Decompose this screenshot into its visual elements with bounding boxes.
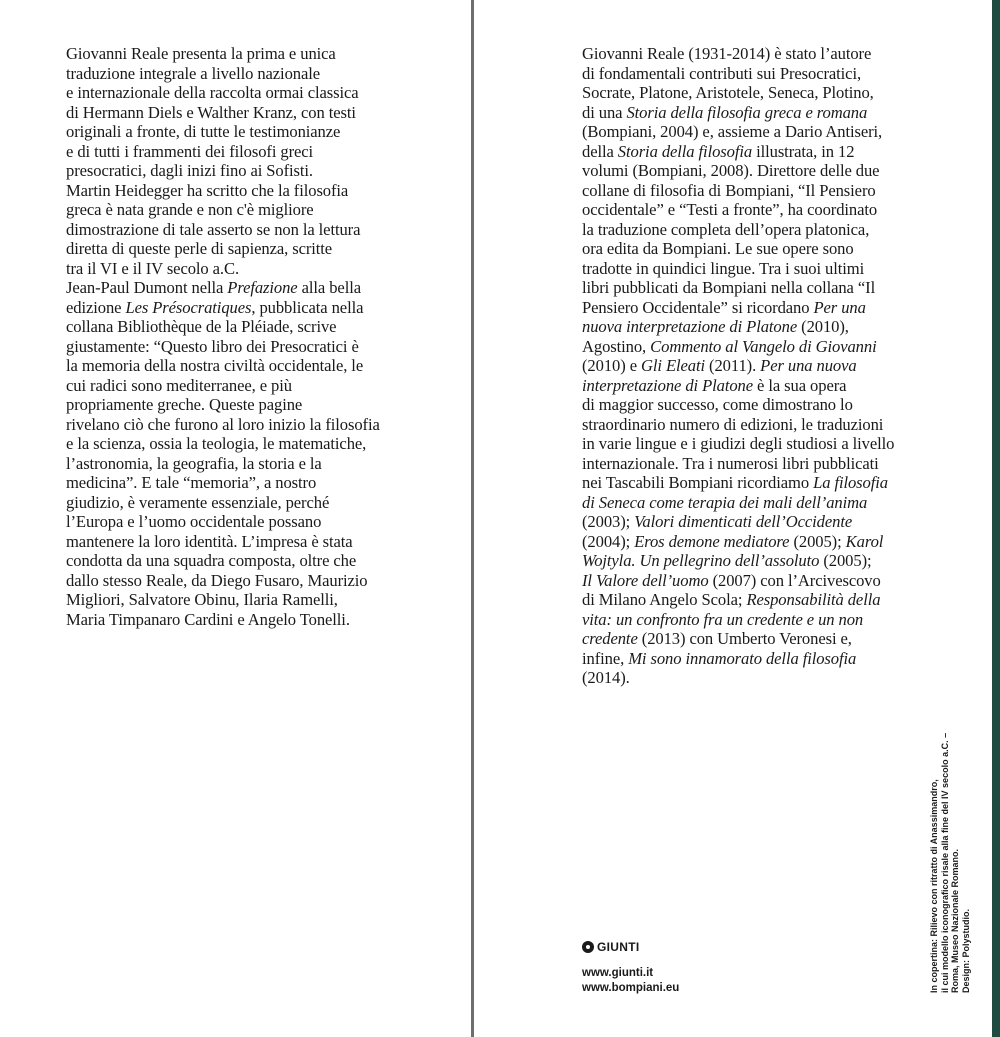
text-run: Jean-Paul Dumont nella: [66, 278, 228, 297]
right-column-line: [582, 103, 987, 123]
credit-line: In copertina: Rilievo con ritratto di Anassimandro,: [929, 779, 939, 993]
text-run: dallo stesso Reale, da Diego Fusaro, Maurizio: [66, 570, 368, 590]
text-run: occidentale” e “Testi a fronte”, ha coordinato: [582, 200, 878, 219]
text-run: greca è nata grande e non c'è migliore: [66, 200, 314, 219]
italic-title: di Seneca come terapia dei mali dell’anima: [582, 492, 868, 512]
italic-title: Storia della filosofia: [617, 141, 753, 161]
text-run: traduzione integrale a livello nazionale: [66, 63, 321, 83]
text-run: (2010),: [797, 317, 849, 336]
left-column-line: [66, 571, 471, 591]
text-run: in varie lingue e i giudizi degli studiosi a livello: [582, 434, 895, 453]
italic-title: Per una nuova: [760, 356, 857, 375]
right-column-line: [582, 571, 987, 591]
text-run: tra il VI e il IV secolo a.C.: [66, 258, 239, 278]
publisher-block: [582, 940, 679, 996]
giunti-logo-icon: [582, 941, 594, 953]
italic-title: Prefazione: [227, 278, 298, 297]
left-column-line: [66, 298, 471, 318]
giunti-url[interactable]: www.giunti.it: [582, 967, 654, 979]
italic-title: Mi sono innamorato della filosofia: [628, 648, 857, 668]
text-run: (2011).: [705, 356, 761, 375]
right-column-line: [582, 668, 987, 688]
right-column-line: [582, 220, 987, 240]
right-column-line: [582, 610, 987, 630]
right-column-line: [582, 395, 987, 415]
text-run: la memoria della nostra civiltà occidentale, le: [66, 356, 364, 375]
italic-title: Valori dimenticati dell’Occidente: [634, 512, 853, 531]
bompiani-url[interactable]: www.bompiani.eu: [582, 982, 680, 994]
left-column-line: [66, 181, 471, 201]
text-run: dimostrazione di tale asserto se non la lettura: [66, 219, 361, 239]
left-column-line: [66, 122, 471, 142]
credit-line: Design: Polystudio.: [960, 908, 971, 993]
right-column-line: [582, 415, 987, 435]
left-column-line: [66, 376, 471, 396]
left-column-line: [66, 551, 471, 571]
text-run: propriamente greche. Queste pagine: [66, 395, 303, 414]
text-run: cui radici sono mediterranee, e più: [66, 375, 292, 395]
italic-title: nuova interpretazione di Platone: [582, 317, 798, 336]
right-column-line: [582, 142, 987, 162]
left-column-line: [66, 200, 471, 220]
text-run: illustrata, in 12: [752, 141, 855, 161]
text-run: presocratici, dagli inizi fino ai Sofisti.: [66, 161, 313, 180]
text-run: (2005);: [819, 551, 872, 570]
text-run: Migliori, Salvatore Obinu, Ilaria Ramelli,: [66, 590, 338, 609]
italic-title: Per una: [813, 297, 866, 317]
italic-title: Il Valore dell’uomo: [582, 570, 709, 590]
cover-credits: [929, 732, 971, 993]
left-column-line: [66, 454, 471, 474]
text-run: tradotte in quindici lingue. Tra i suoi ultimi: [582, 258, 865, 278]
italic-title: La filosofia: [813, 473, 888, 492]
italic-title: credente: [582, 629, 638, 648]
right-column-line: [582, 298, 987, 318]
left-column-line: [66, 83, 471, 103]
right-column-line: [582, 512, 987, 532]
left-column-text: [66, 44, 471, 629]
italic-title: interpretazione di Platone: [582, 375, 753, 395]
italic-title: Commento al Vangelo di Giovanni: [650, 336, 877, 356]
text-run: ora edita da Bompiani. Le sue opere sono: [582, 239, 854, 258]
text-run: e internazionale della raccolta ormai classica: [66, 83, 359, 102]
italic-title: Eros demone mediatore: [634, 531, 790, 551]
left-column-line: [66, 493, 471, 513]
text-run: è la sua opera: [753, 375, 847, 395]
right-column-line: [582, 278, 987, 298]
text-run: di una: [582, 102, 627, 122]
right-column-line: [582, 473, 987, 493]
text-run: Giovanni Reale (1931-2014) è stato l’autore: [582, 44, 872, 63]
text-run: , pubblicata nella: [251, 297, 364, 317]
left-column-line: [66, 103, 471, 123]
text-run: nei Tascabili Bompiani ricordiamo: [582, 473, 814, 492]
text-run: alla bella: [297, 278, 361, 297]
text-run: infine,: [582, 648, 629, 668]
text-run: condotta da una squadra composta, oltre che: [66, 551, 357, 570]
text-run: medicina”. E tale “memoria”, a nostro: [66, 473, 317, 492]
left-column-line: [66, 161, 471, 181]
text-run: di Milano Angelo Scola;: [582, 590, 747, 609]
text-run: di Hermann Diels e Walther Kranz, con testi: [66, 102, 356, 122]
italic-title: Wojtyla. Un pellegrino dell’assoluto: [582, 551, 820, 570]
text-run: (2014).: [582, 668, 630, 687]
text-run: (2004);: [582, 531, 635, 551]
right-column-line: [582, 44, 987, 64]
left-column-line: [66, 590, 471, 610]
text-run: volumi (Bompiani, 2008). Direttore delle due: [582, 161, 880, 180]
left-column-line: [66, 220, 471, 240]
text-run: giudizio, è veramente essenziale, perché: [66, 492, 330, 512]
left-column-line: [66, 142, 471, 162]
giunti-logo-text: GIUNTI: [597, 940, 640, 954]
text-run: collane di filosofia di Bompiani, “Il Pensiero: [582, 180, 876, 200]
left-column-line: [66, 44, 471, 64]
text-run: di fondamentali contributi sui Presocratici,: [582, 63, 862, 83]
credit-line: Roma, Museo Nazionale Romano.: [950, 848, 960, 993]
text-run: Maria Timpanaro Cardini e Angelo Tonelli.: [66, 609, 350, 629]
right-column-line: [582, 493, 987, 513]
text-run: e di tutti i frammenti dei filosofi greci: [66, 141, 314, 161]
right-column-line: [582, 376, 987, 396]
italic-title: Les Présocratiques: [125, 297, 252, 317]
left-column-line: [66, 434, 471, 454]
text-run: Socrate, Platone, Aristotele, Seneca, Plotino,: [582, 83, 874, 102]
text-run: della: [582, 141, 618, 161]
right-column-line: [582, 532, 987, 552]
italic-title: Responsabilità della: [746, 590, 881, 609]
right-column-line: [582, 649, 987, 669]
right-column-line: [582, 317, 987, 337]
right-column-line: [582, 629, 987, 649]
text-run: mantenere la loro identità. L’impresa è stata: [66, 531, 353, 551]
left-column-line: [66, 278, 471, 298]
text-run: (2010) e: [582, 356, 642, 375]
text-run: di maggior successo, come dimostrano lo: [582, 395, 853, 414]
credit-line: il cui modello iconografico risale alla fine del IV secolo a.C. –: [939, 732, 950, 993]
left-column-line: [66, 395, 471, 415]
text-run: internazionale. Tra i numerosi libri pubblicati: [582, 453, 879, 473]
text-run: e la scienza, ossia la teologia, le matematiche,: [66, 434, 367, 453]
text-run: Giovanni Reale presenta la prima e unica: [66, 44, 336, 63]
text-run: (2013) con Umberto Veronesi e,: [637, 629, 852, 648]
right-column-line: [582, 434, 987, 454]
right-column-line: [582, 337, 987, 357]
text-run: diretta di queste perle di sapienza, scritte: [66, 239, 333, 258]
text-run: l’Europa e l’uomo occidentale possano: [66, 512, 322, 531]
right-column-line: [582, 356, 987, 376]
left-column-line: [66, 259, 471, 279]
cover-edge-strip: [992, 0, 1000, 1037]
italic-title: Storia della filosofia greca e romana: [626, 102, 868, 122]
text-run: originali a fronte, di tutte le testimonianze: [66, 122, 341, 141]
text-run: (2007) con l’Arcivescovo: [708, 570, 881, 590]
text-run: Pensiero Occidentale” si ricordano: [582, 297, 814, 317]
text-run: la traduzione completa dell’opera platonica,: [582, 219, 870, 239]
right-column-line: [582, 590, 987, 610]
giunti-logo: [582, 940, 679, 954]
left-column-line: [66, 415, 471, 435]
text-run: straordinario numero di edizioni, le traduzioni: [582, 414, 884, 434]
text-run: collana Bibliothèque de la Pléiade, scrive: [66, 317, 337, 336]
left-column-line: [66, 473, 471, 493]
italic-title: Karol: [845, 531, 884, 551]
left-column-line: [66, 532, 471, 552]
italic-title: vita: un confronto fra un credente e un non: [582, 609, 864, 629]
text-run: l’astronomia, la geografia, la storia e la: [66, 453, 322, 473]
text-run: (2005);: [789, 531, 846, 551]
text-run: (Bompiani, 2004) e, assieme a Dario Antiseri,: [582, 122, 883, 141]
left-column-line: [66, 512, 471, 532]
italic-title: Gli Eleati: [641, 356, 705, 375]
text-run: Agostino,: [582, 336, 651, 356]
text-run: Martin Heidegger ha scritto che la filosofia: [66, 180, 349, 200]
right-column-line: [582, 83, 987, 103]
text-run: (2003);: [582, 512, 635, 531]
right-column-line: [582, 122, 987, 142]
text-run: libri pubblicati da Bompiani nella collana “Il: [582, 278, 876, 297]
left-column-line: [66, 337, 471, 357]
left-column-line: [66, 317, 471, 337]
left-column-line: [66, 64, 471, 84]
right-column-line: [582, 200, 987, 220]
right-column-line: [582, 259, 987, 279]
right-column-line: [582, 239, 987, 259]
right-column-line: [582, 161, 987, 181]
page-fold-divider: [471, 0, 474, 1037]
text-run: giustamente: “Questo libro dei Presocratici è: [66, 336, 359, 356]
left-column-line: [66, 610, 471, 630]
right-column-author-bio: [582, 44, 987, 688]
right-column-line: [582, 551, 987, 571]
right-column-line: [582, 181, 987, 201]
text-run: rivelano ciò che furono al loro inizio la filosofia: [66, 414, 380, 434]
left-column-line: [66, 356, 471, 376]
text-run: edizione: [66, 297, 126, 317]
left-column-line: [66, 239, 471, 259]
right-column-line: [582, 454, 987, 474]
right-column-line: [582, 64, 987, 84]
